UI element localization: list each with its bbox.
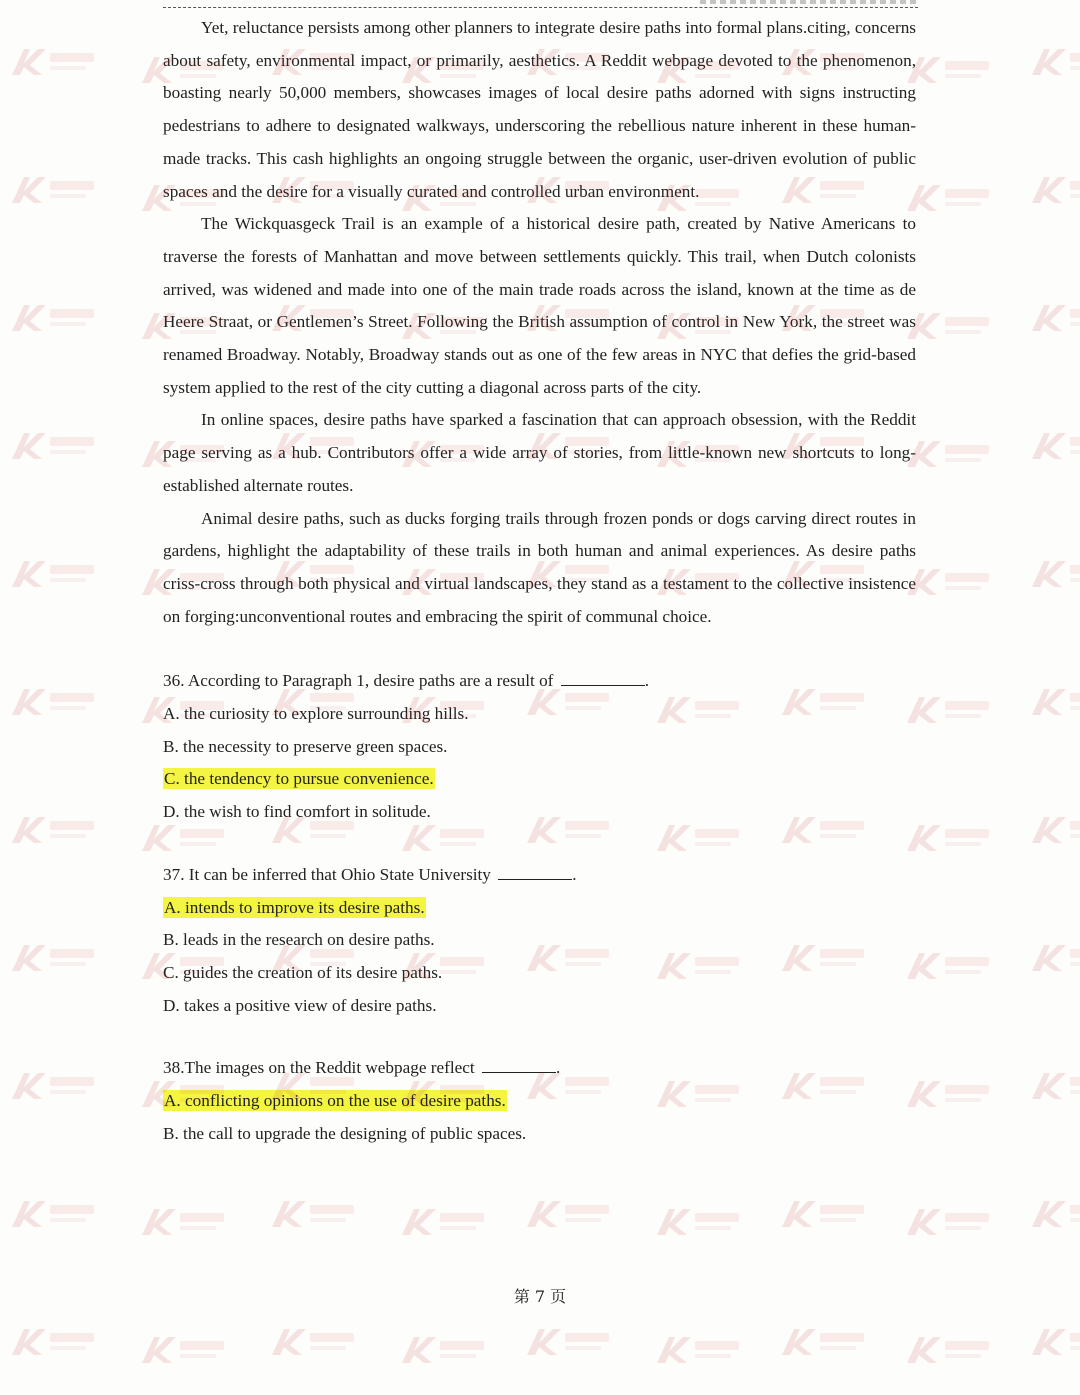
question-stem-text: 36. According to Paragraph 1, desire paths are a result of xyxy=(163,671,554,691)
paragraph-4: Animal desire paths, such as ducks forging trails through frozen ponds or dogs carving direct routes in gardens, highlight the adaptability of these trails in both human and animal experiences. As desire paths criss-cross through both physical and virtual landscapes, they stand as a testament to the collective insistence on forging:unconventional routes and embracing the spirit of communal choice. xyxy=(163,508,916,626)
watermark-logo xyxy=(1030,301,1080,337)
question-stem-end: . xyxy=(555,1058,561,1078)
watermark-logo xyxy=(140,1205,232,1241)
paragraph-1: Yet, reluctance persists among other planners to integrate desire paths into formal plans.citing, concerns about safety, environmental impact, or primarily, aesthetics. A Reddit webpage devoted to the phenomenon, boasting nearly 50,000 members, showcases images of local desire paths adorned with signs instructing pedestrians to adhere to designated walkways, underscoring the rebellious nature inherent in these human-made tracks. This cash highlights an ongoing struggle between the organic, user-driven evolution of public spaces and the desire for a visually curated and controlled urban environment. xyxy=(163,18,916,201)
option-a xyxy=(163,698,916,731)
option-b xyxy=(163,924,916,957)
watermark-logo xyxy=(10,557,102,593)
option-b xyxy=(163,731,916,764)
watermark-logo xyxy=(10,429,102,465)
watermark-logo xyxy=(780,1197,872,1233)
watermark-logo xyxy=(780,1325,872,1361)
watermark-logo xyxy=(905,565,997,601)
question-stem xyxy=(163,1052,916,1085)
option-a xyxy=(163,892,916,925)
option-c xyxy=(163,763,916,796)
header-strip xyxy=(700,0,918,4)
watermark-logo xyxy=(10,173,102,209)
option-text: C. guides the creation of its desire paths. xyxy=(163,962,443,982)
question-stem xyxy=(163,665,916,698)
option-text: B. the necessity to preserve green spaces. xyxy=(163,736,448,756)
option-text: A. the curiosity to explore surrounding hills. xyxy=(163,704,469,724)
watermark-logo xyxy=(905,949,997,985)
header-rule xyxy=(163,7,918,8)
option-d xyxy=(163,796,916,829)
option-b xyxy=(163,1118,916,1151)
watermark-logo xyxy=(270,1325,362,1361)
highlighted-option-text: A. intends to improve its desire paths. xyxy=(164,897,425,917)
watermark-logo xyxy=(10,301,102,337)
watermark-logo xyxy=(905,693,997,729)
option-text: D. the wish to find comfort in solitude. xyxy=(163,802,431,822)
watermark-logo xyxy=(905,309,997,345)
question-stem-end: . xyxy=(644,671,650,691)
page-number: 第 7 页 xyxy=(513,1287,567,1306)
question-37 xyxy=(163,859,916,1023)
highlighted-option-text: A. conflicting opinions on the use of desire paths. xyxy=(164,1091,506,1111)
answer-blank xyxy=(561,667,645,686)
question-stem-end: . xyxy=(572,864,577,884)
watermark-logo xyxy=(905,821,997,857)
watermark-logo xyxy=(10,1069,102,1105)
watermark-logo xyxy=(1030,429,1080,465)
option-text: D. takes a positive view of desire paths. xyxy=(163,995,437,1015)
watermark-logo xyxy=(905,181,997,217)
watermark-logo xyxy=(10,941,102,977)
watermark-logo xyxy=(1030,685,1080,721)
watermark-logo xyxy=(10,1325,102,1361)
option-text: B. leads in the research on desire paths. xyxy=(163,930,435,950)
highlighted-option-text: C. the tendency to pursue convenience. xyxy=(164,769,434,789)
question-stem-text: 37. It can be inferred that Ohio State University xyxy=(163,864,491,884)
watermark-logo xyxy=(1030,941,1080,977)
question-36 xyxy=(163,665,916,829)
watermark-logo xyxy=(10,813,102,849)
watermark-logo xyxy=(905,1333,997,1369)
watermark-logo xyxy=(10,45,102,81)
question-stem-text: 38.The images on the Reddit webpage reflect xyxy=(163,1058,475,1078)
watermark-logo xyxy=(10,685,102,721)
question-38 xyxy=(163,1052,916,1150)
answer-blank xyxy=(498,861,572,880)
watermark-logo xyxy=(1030,45,1080,81)
watermark-logo xyxy=(1030,813,1080,849)
paragraph-3: In online spaces, desire paths have sparked a fascination that can approach obsession, with the Reddit page serving as a hub. Contributors offer a wide array of stories, from little-known new shortcuts to long-established alternate routes. xyxy=(163,410,916,495)
watermark-logo xyxy=(1030,1325,1080,1361)
watermark-logo xyxy=(905,53,997,89)
option-text: B. the call to upgrade the designing of public spaces. xyxy=(163,1123,527,1143)
watermark-logo xyxy=(1030,1069,1080,1105)
option-c xyxy=(163,957,916,990)
watermark-logo xyxy=(655,1205,747,1241)
question-stem xyxy=(163,859,916,892)
watermark-logo xyxy=(525,1197,617,1233)
paragraph-2: The Wickquasgeck Trail is an example of a historical desire path, created by Native Americans to traverse the forests of Manhattan and move between settlements quickly. This trail, when Dutch colonists arrived, was widened and made into one of the main trade roads across the island, known at the time as de Heere Straat, or Gentlemen’s Street. Following the British assumption of control in New York, the street was renamed Broadway. Notably, Broadway stands out as one of the few areas in NYC that defies the grid-based system applied to the rest of the city cutting a diagonal across parts of the city. xyxy=(163,214,916,397)
watermark-logo xyxy=(10,1197,102,1233)
watermark-logo xyxy=(655,1333,747,1369)
watermark-logo xyxy=(905,437,997,473)
watermark-logo xyxy=(400,1205,492,1241)
watermark-logo xyxy=(525,1325,617,1361)
watermark-logo xyxy=(905,1077,997,1113)
answer-blank xyxy=(482,1054,556,1073)
option-d xyxy=(163,990,916,1023)
watermark-logo xyxy=(1030,557,1080,593)
watermark-logo xyxy=(270,1197,362,1233)
watermark-logo xyxy=(1030,173,1080,209)
option-a xyxy=(163,1085,916,1118)
watermark-logo xyxy=(905,1205,997,1241)
watermark-logo xyxy=(1030,1197,1080,1233)
page-content xyxy=(163,12,916,1151)
watermark-logo xyxy=(400,1333,492,1369)
watermark-logo xyxy=(140,1333,232,1369)
